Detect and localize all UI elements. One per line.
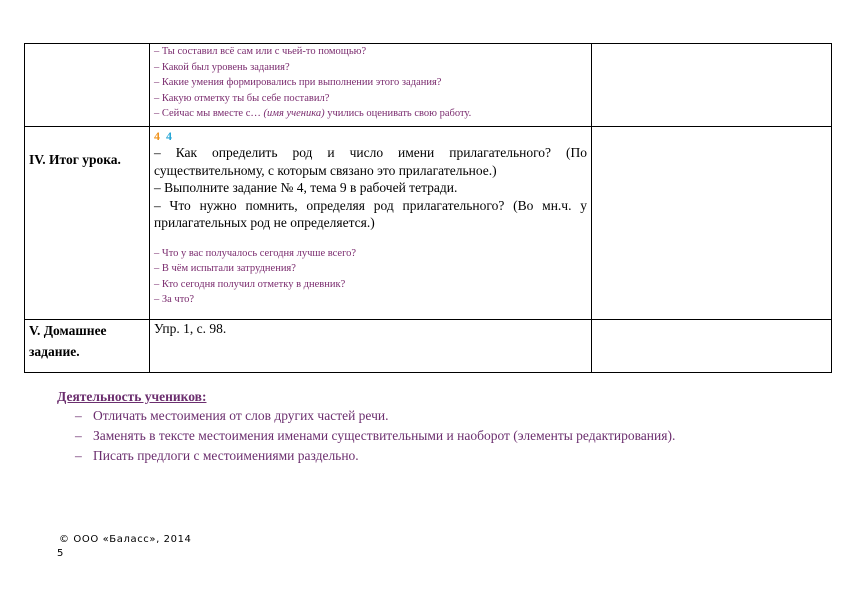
summary-paragraph: – Как определить род и число имени прилагательного? (По существительному, с которым связано это прилагательное.) [154,145,587,178]
activity-list [57,406,757,466]
question-item [154,106,587,122]
task-number-cyan: 4 [166,129,172,143]
question-item: – Что у вас получалось сегодня лучше всего? [154,247,357,259]
list-item-text: Писать предлоги с местоимениями раздельно. [93,448,359,463]
table-row [25,320,832,373]
question-item: – Какую отметку ты бы себе поставил? [154,92,330,104]
question-text: учились оценивать свою работу. [324,108,472,119]
copyright-footer: © ООО «Баласс», 2014 [59,534,192,545]
table-row [25,44,832,127]
homework-text: Упр. 1, с. 98. [154,321,227,336]
stage-cell [25,127,150,320]
page-number: 5 [57,548,64,559]
list-item [57,426,757,446]
dash-bullet: – [75,408,82,423]
question-item: – Какие умения формировались при выполнении этого задания? [154,77,442,88]
question-list [154,44,587,122]
student-name-placeholder: (имя ученика) [263,108,325,119]
list-item-text: Отличать местоимения от слов других частей речи. [93,408,389,423]
notes-cell [592,320,832,373]
content-cell [150,320,592,373]
question-item: – В чём испытали затруднения? [154,263,296,274]
task-number-orange: 4 [154,129,160,143]
table-row [25,127,832,320]
question-item: – Кто сегодня получил отметку в дневник? [154,278,346,290]
notes-cell [592,127,832,320]
task-numbers [154,129,587,143]
dash-bullet: – [75,448,82,463]
content-cell [150,127,592,320]
question-item: – За что? [154,294,195,305]
summary-paragraph: – Выполните задание № 4, тема 9 в рабочей тетради. [154,180,458,195]
list-item [57,406,757,426]
notes-cell [592,44,832,127]
stage-title-line: V. Домашнее [29,323,107,338]
question-item: – Какой был уровень задания? [154,61,290,73]
content-cell [150,44,592,127]
lesson-summary [154,144,587,232]
stage-cell [25,320,150,373]
lesson-table [24,43,832,373]
question-item: – Ты составил всё сам или с чьей-то помощью? [154,46,367,57]
stage-title: IV. Итог урока. [29,152,121,167]
dash-bullet: – [75,428,82,443]
summary-paragraph: – Что нужно помнить, определяя род прилагательного? (Во мн.ч. у прилагательных род не определяется.) [154,197,587,230]
stage-title-line: задание. [29,344,80,359]
list-item [57,446,757,466]
question-list [154,246,587,308]
stage-title [29,320,145,362]
stage-cell [25,44,150,127]
student-activity [57,387,757,466]
list-item-text: Заменять в тексте местоимения именами существительными и наоборот (элементы редактирования). [93,428,676,443]
activity-heading: Деятельность учеников: [57,389,207,404]
question-text: – Сейчас мы вместе с… [154,108,264,119]
